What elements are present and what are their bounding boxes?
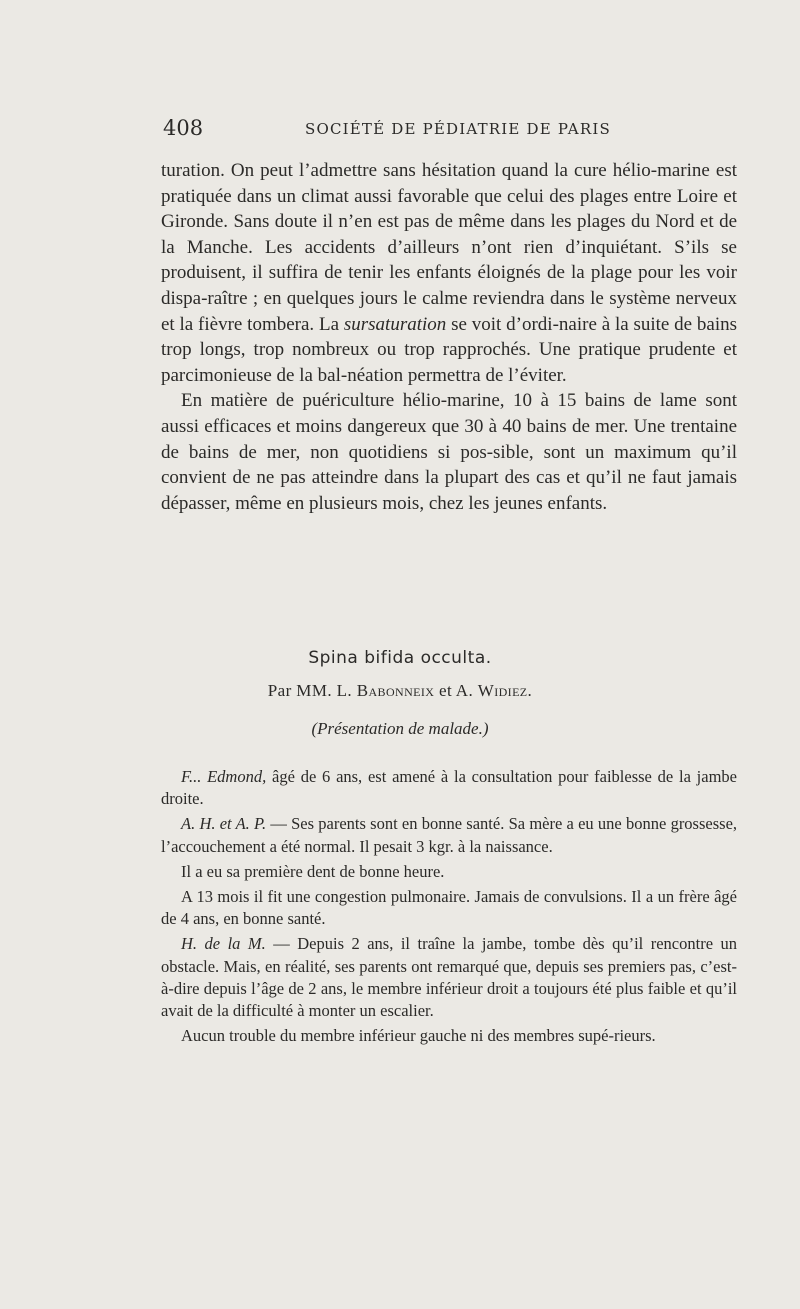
case-paragraph-6: Aucun trouble du membre inférieur gauche ni des membres supé-rieurs. [181, 1026, 656, 1046]
presentation-note: (Présentation de malade.) [311, 719, 489, 738]
heading-antecedents: A. H. et A. P. [181, 814, 267, 834]
intro-paragraph-1 [161, 158, 737, 388]
authors-prefix: Par MM. L. [267, 681, 353, 700]
page-header [163, 116, 743, 146]
case-p2-text: — Ses parents sont en bonne santé. Sa mère a eu une bonne grossesse, l’accouchement a été normal. Il pesait 3 kgr. à la naissance. [161, 814, 738, 856]
case-paragraph-1 [161, 766, 737, 810]
intro-paragraph-2: En matière de puériculture hélio-marine, 10 à 15 bains de lame sont aussi efficaces et moins dangereux que 30 à 40 bains de mer. Une trentaine de bains de mer, non quotidiens si pos-sible, sont un maximum qu’il convient de ne pas atteindre dans la plupart des cas et qu’il ne faut jamais dépasser, même en plusieurs mois, chez les jeunes enfants. [161, 390, 737, 514]
intro-p1-end: se voit d’ordi-naire à la suite de bains trop longs, trop nombreux ou trop rapprochés. Une pratique prudente et parcimonieuse de la bal-néation permettra de l’éviter. [161, 313, 738, 386]
page-number: 408 [163, 116, 204, 140]
intro-p1-text: turation. On peut l’admettre sans hésitation quand la cure hélio-marine est pratiquée dans un climat aussi favorable que celui des plages entre Loire et Gironde. Sans doute il n’en est pas de même dans les plages du Nord et de la Manche. Les accidents d’ailleurs n’ont rien d’inquiétant. S’ils se produisent, il suffira de tenir les enfants éloignés de la plage pour les voir dispa-raître ; en quelques jours le calme reviendra dans le système nerveux et la fièvre tombera. La [161, 160, 737, 335]
case-p5-text: — Depuis 2 ans, il traîne la jambe, tombe dès qu’il rencontre un obstacle. Mais, en réalité, ses parents ont remarqué que, depuis ses premiers pas, c’est-à-dire depuis l’âge de 2 ans, le membre inférieur droit a toujours été plus faible et qu’il avait de la difficulté à monter un escalier. [161, 934, 738, 1021]
author-widiez: Widiez. [477, 681, 533, 700]
case-paragraph-3: Il a eu sa première dent de bonne heure. [181, 861, 445, 881]
heading-histoire: H. de la M. [181, 934, 266, 954]
authors-join: et A. [439, 681, 474, 700]
author-babonneix: Babonneix [356, 681, 435, 700]
article-title: Spina bifida occulta. [308, 648, 492, 668]
case-paragraph-4: A 13 mois il fit une congestion pulmonaire. Jamais de convulsions. Il a un frère âgé de 4 ans, en bonne santé. [161, 887, 737, 929]
intro-text [161, 158, 737, 516]
case-p1-text: âgé de 6 ans, est amené à la consultation pour faiblesse de la jambe droite. [161, 767, 737, 809]
case-report [161, 766, 737, 1050]
case-paragraph-5 [161, 933, 737, 1022]
running-head: SOCIÉTÉ DE PÉDIATRIE DE PARIS [305, 120, 611, 138]
article-authors [0, 681, 800, 701]
patient-name: F... Edmond, [181, 767, 267, 786]
emphasis-sursaturation: sursaturation [343, 313, 447, 335]
case-paragraph-2 [161, 813, 737, 857]
